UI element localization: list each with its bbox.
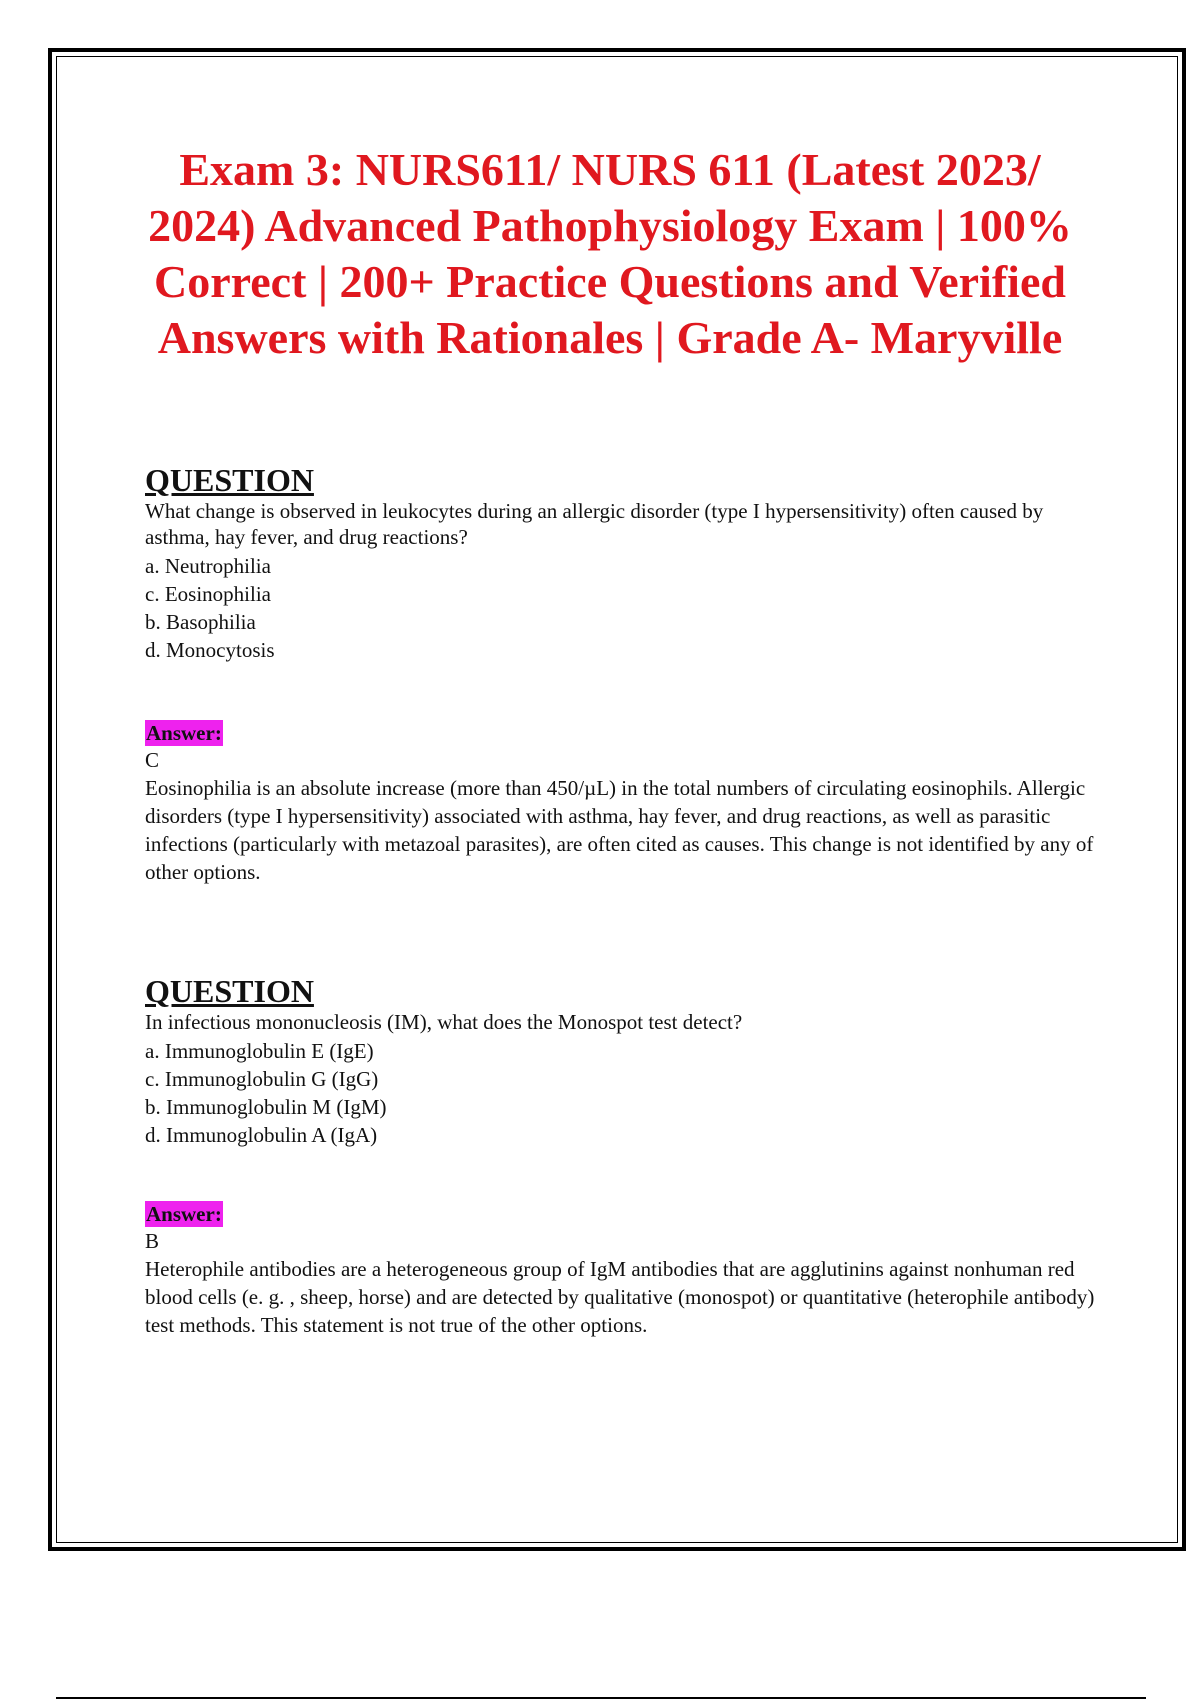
question-text: In infectious mononucleosis (IM), what does the Monospot test detect? [145,1010,743,1034]
answer-options [145,1037,1105,1149]
answer-letter: B [145,1229,160,1253]
question-heading: QUESTION [145,973,314,1009]
question-text: What change is observed in leukocytes during an allergic disorder (type I hypersensitivity) often caused by asthma, hay fever, and drug reactions? [145,499,1044,549]
answer-label: Answer: [146,1202,222,1226]
answer-options [145,552,1105,664]
option-item: a. Immunoglobulin E (IgE) [145,1039,374,1063]
option-item: c. Eosinophilia [145,582,271,606]
option-item: c. Immunoglobulin G (IgG) [145,1067,379,1091]
answer-rationale: Eosinophilia is an absolute increase (more than 450/µL) in the total numbers of circulating eosinophils. Allergic disorders (type I hypersensitivity) associated with asthma, hay fever, and drug reactions, as well as parasitic infections (particularly with metazoal parasites), are often cited as causes. This change is not identified by any of other options. [145,776,1094,884]
answer-rationale: Heterophile antibodies are a heterogeneous group of IgM antibodies that are agglutinins against nonhuman red blood cells (e. g. , sheep, horse) and are detected by qualitative (monospot) or quantitative (heterophile antibody) test methods. This statement is not true of the other options. [145,1257,1095,1337]
option-item: d. Immunoglobulin A (IgA) [145,1123,378,1147]
answer-label: Answer: [146,721,222,745]
option-item: b. Basophilia [145,610,256,634]
option-item: a. Neutrophilia [145,554,271,578]
option-item: d. Monocytosis [145,638,275,662]
option-item: b. Immunoglobulin M (IgM) [145,1095,387,1119]
footer-divider [56,1697,1146,1699]
document-title: Exam 3: NURS611/ NURS 611 (Latest 2023/ 2024) Advanced Pathophysiology Exam | 100% Correct | 200+ Practice Questions and Verified Answers with Rationales | Grade A- Maryville [148,144,1072,363]
question-heading: QUESTION [145,462,314,498]
question-block-2 [145,973,1105,1339]
answer-letter: C [145,748,160,772]
question-block-1 [145,462,1105,886]
